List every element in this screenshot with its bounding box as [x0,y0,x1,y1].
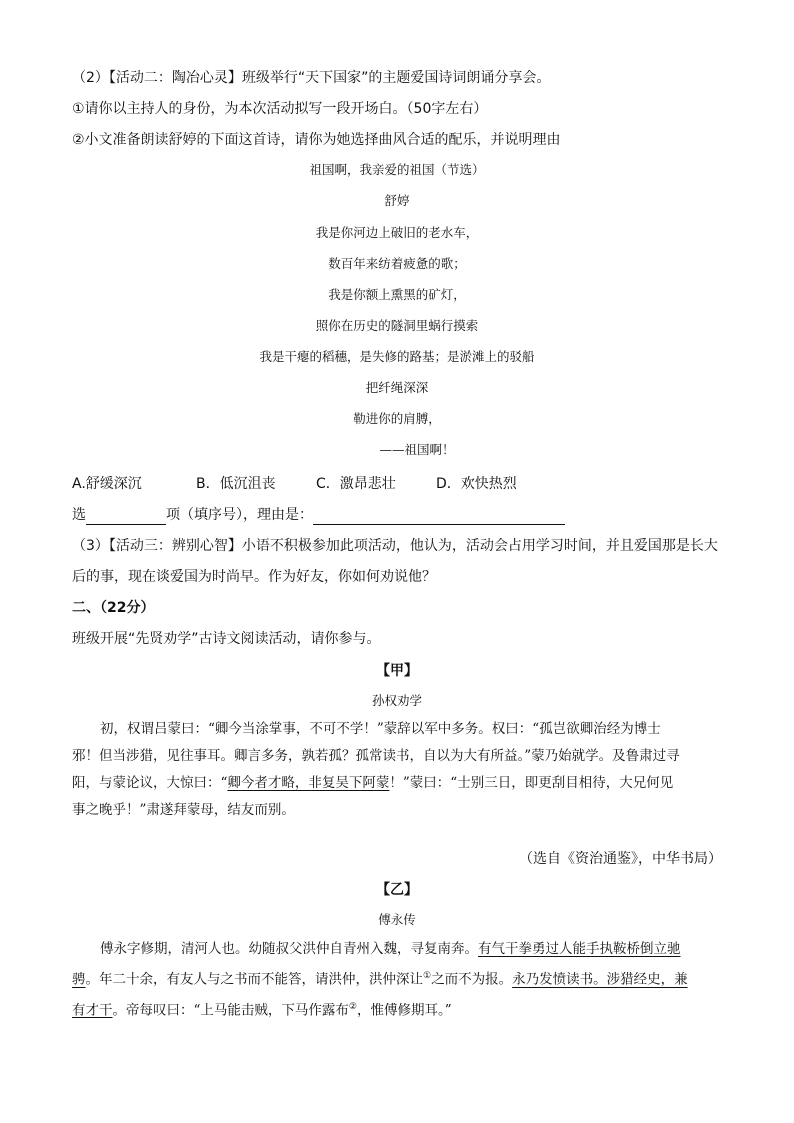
passage-jia-text [72,716,724,824]
passage-jia-line: 事之晚乎！”肃遂拜蒙母，结友而别。 [72,802,295,818]
poem-title: 祖国啊，我亲爱的祖国（节选） [309,162,485,177]
poem-author: 舒婷 [384,193,410,208]
option-answer-blank[interactable] [86,508,166,525]
options-row [72,474,517,494]
option-c: C．激昂悲壮 [316,476,396,492]
passage-yi-title: 傅永传 [378,912,416,927]
section-2-intro: 班级开展“先贤劝学”古诗文阅读活动，请你参与。 [72,631,381,647]
underlined-sentence: 有才干 [72,1002,113,1018]
underlined-sentence: 永乃发愤读书。涉猎经史，兼 [512,971,688,988]
question-3-line2: 后的事，现在谈爱国为时尚早。作为好友，你如何劝说他？ [72,569,436,585]
passage-jia-title: 孙权劝学 [371,693,422,708]
poem-line: 勒进你的肩膊， [353,411,441,426]
passage-jia-line: 初，权谓吕蒙曰：“卿今当涂掌事，不可不学！”蒙辞以军中多务。权曰：“孤岂欲卿治经为博士 [100,721,661,737]
passage-yi-label: 【乙】 [376,882,418,898]
poem-line: 我是你河边上破旧的老水车， [315,225,479,240]
passage-jia-line: 邪！但当涉猎，见往事耳。卿言多务，孰若孤？孤常读书，自以为大有所益。”蒙乃始就学。及鲁肃过寻 [72,748,680,764]
option-a: A.舒缓深沉 [72,476,142,492]
question-2-sub1: ①请你以主持人的身份，为本次活动拟写一段开场白。（50字左右） [72,101,488,117]
question-2-title: （2）【活动二：陶冶心灵】班级举行“天下国家”的主题爱国诗词朗诵分享会。 [72,70,551,86]
passage-jia-source: （选自《资治通鉴》，中华书局） [519,851,722,867]
passage-yi-line: 有才干。帝每叹曰：“上马能击贼，下马作露布②，惟傅修期耳。” [72,1001,452,1018]
choose-middle: 项（填序号），理由是： [166,507,313,523]
option-b: B．低沉沮丧 [196,476,276,492]
question-2-sub2: ②小文准备朗读舒婷的下面这首诗，请你为她选择曲风合适的配乐，并说明理由 [72,132,561,148]
underlined-sentence: 卿今者才略，非复吴下阿蒙 [227,775,390,791]
poem-line: 我是干瘪的稻穗，是失修的路基；是淤滩上的驳船 [259,349,535,364]
poem-line: 我是你额上熏黑的矿灯， [328,287,466,302]
underlined-sentence: 有气干拳勇过人能手执鞍桥倒立驰 [478,941,681,957]
section-2-heading: 二、（22分） [72,600,155,616]
choose-prefix: 选 [72,507,86,523]
passage-yi-line: 傅永字修期，清河人也。幼随叔父洪仲自青州入魏，寻复南奔。有气干拳勇过人能手执鞍桥倒立驰 [100,941,681,957]
passage-yi-line: 骋。年二十余，有友人与之书而不能答，请洪仲，洪仲深让①之而不为报。永乃发愤读书。涉猎经史，兼 [72,971,688,988]
poem-line: 数百年来纺着疲惫的歌； [328,256,466,271]
reason-answer-blank[interactable] [313,508,565,525]
poem-line: 照你在历史的隧洞里蜗行摸索 [315,318,479,333]
passage-yi-text [72,936,724,1024]
passage-jia-label: 【甲】 [376,663,418,679]
footnote-marker: ② [348,1001,357,1012]
poem-line: 把纤绳深深 [365,380,429,395]
footnote-marker: ① [423,971,432,981]
choose-line [72,505,565,525]
option-d: D．欢快热烈 [436,476,517,492]
underlined-sentence: 骋 [72,971,86,988]
poem-line: ——祖国啊！ [379,442,455,457]
passage-jia-line: 阳，与蒙论议，大惊曰：“卿今者才略，非复吴下阿蒙！”蒙曰：“士别三日，即更刮目相待，大兄何见 [72,775,674,791]
question-3-line1: （3）【活动三：辨别心智】小语不积极参加此项活动，他认为，活动会占用学习时间，并且爱国那是长大 [72,538,718,554]
